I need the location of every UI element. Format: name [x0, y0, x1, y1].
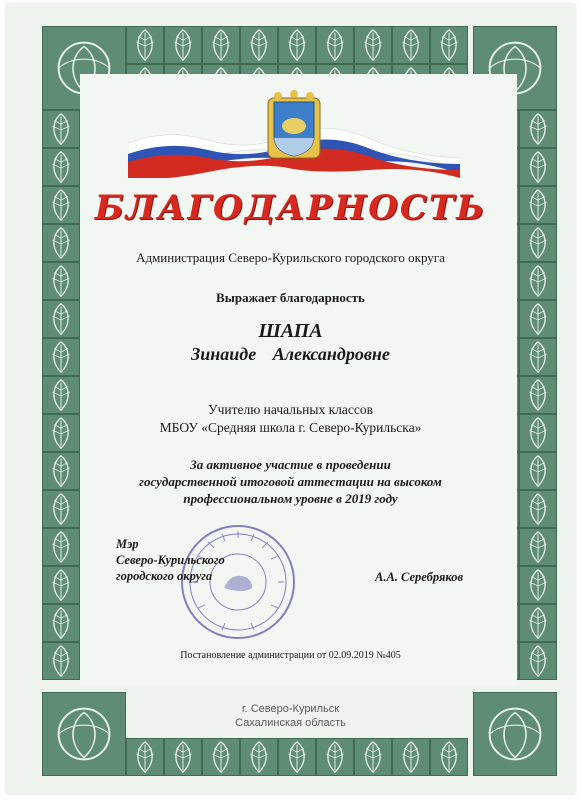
recipient-given-names: Зинаиде Александровне [191, 344, 390, 364]
frame-tile-bottom [316, 738, 354, 776]
reason-text [0, 456, 581, 507]
frame-tile-bottom [430, 738, 468, 776]
frame-tile-top [126, 26, 164, 64]
signatory-title-line-3: городского округа [116, 569, 213, 583]
expresses-text: Выражает благодарность [216, 290, 365, 305]
frame-tile-top [354, 26, 392, 64]
frame-tile-bottom [354, 738, 392, 776]
frame-tile-left [42, 110, 80, 148]
frame-tile-bottom [392, 738, 430, 776]
frame-tile-top [430, 26, 468, 64]
signatory-title-line-2: Северо-Курильского [116, 553, 225, 567]
coat-of-arms-with-flag-ribbon [128, 88, 460, 178]
position-line-1: Учителю начальных классов [208, 402, 373, 417]
frame-tile-right [519, 604, 557, 642]
frame-tile-left [42, 604, 80, 642]
frame-tile-bottom [164, 738, 202, 776]
recipient-surname: ШАПА [258, 320, 323, 342]
frame-tile-bottom [240, 738, 278, 776]
signatory-name: А.А. Серебряков [375, 570, 464, 584]
frame-tile-left [42, 528, 80, 566]
reason-line-3: профессиональном уровне в 2019 году [183, 491, 398, 506]
frame-tile-bottom [202, 738, 240, 776]
decree-reference: Постановление администрации от 02.09.2019 №405 [180, 650, 401, 661]
frame-tile-top [202, 26, 240, 64]
frame-tile-right [519, 642, 557, 680]
certificate-title: БЛАГОДАРНОСТЬ [94, 188, 487, 228]
frame-tile-left [42, 642, 80, 680]
signatory-title-line-1: Мэр [116, 537, 139, 551]
footer-region: Сахалинская область [235, 717, 346, 729]
frame-tile-top [164, 26, 202, 64]
reason-line-2: государственной итоговой аттестации на высоком [139, 474, 442, 489]
frame-tile-top [316, 26, 354, 64]
frame-tile-left [42, 148, 80, 186]
frame-tile-right [519, 148, 557, 186]
frame-tile-left [42, 566, 80, 604]
position-line-2: МБОУ «Средняя школа г. Северо-Курильска» [159, 420, 422, 435]
reason-line-1: За активное участие в проведении [190, 457, 391, 472]
signatory-title [116, 536, 225, 584]
frame-tile-bottom [278, 738, 316, 776]
frame-tile-top [240, 26, 278, 64]
footer-city: г. Северо-Курильск [241, 703, 340, 715]
frame-tile-right [519, 110, 557, 148]
frame-tile-bottom [126, 738, 164, 776]
frame-tile-right [519, 566, 557, 604]
issuer-text: Администрация Северо-Курильского городского округа [136, 250, 445, 265]
frame-tile-top [278, 26, 316, 64]
frame-tile-right [519, 528, 557, 566]
frame-tile-top [392, 26, 430, 64]
